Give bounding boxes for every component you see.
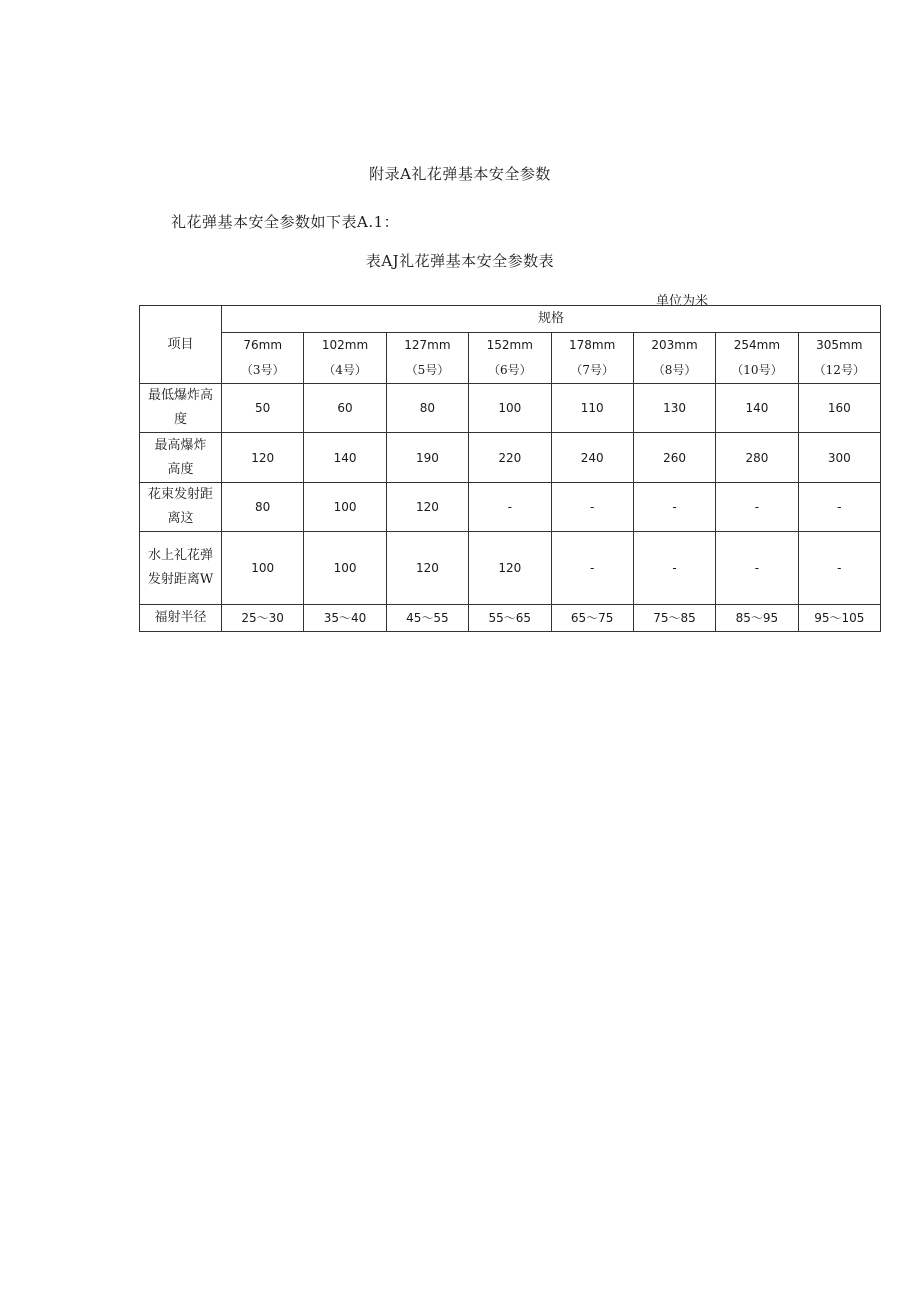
value-cell: - <box>716 483 798 532</box>
spec-size: 127mm <box>404 338 451 352</box>
value-cell: 130 <box>633 384 715 433</box>
spec-cell <box>633 333 715 384</box>
value-cell: - <box>633 532 715 605</box>
spec-size: 76mm <box>243 338 283 352</box>
value-cell: 190 <box>386 433 468 483</box>
table-header-row <box>140 306 881 333</box>
value-cell: 85～95 <box>716 605 798 632</box>
unit-note: 单位为米 <box>656 294 709 309</box>
spec-cell <box>222 333 304 384</box>
appendix-title: 附录A礼花弹基本安全参数 <box>369 165 551 183</box>
table-row <box>140 532 881 605</box>
spec-size: 152mm <box>486 338 533 352</box>
value-cell: 80 <box>386 384 468 433</box>
row-label-line: 高度 <box>167 461 194 477</box>
spec-cell <box>798 333 880 384</box>
spec-cell <box>716 333 798 384</box>
row-label <box>140 483 222 532</box>
spec-cell <box>469 333 551 384</box>
spec-size: 178mm <box>569 338 616 352</box>
value-cell: 45～55 <box>386 605 468 632</box>
row-label-line: 福射半径 <box>154 610 207 625</box>
spec-number: （4号） <box>323 363 367 377</box>
value-cell: 300 <box>798 433 880 483</box>
row-label-line: 水上礼花弹 <box>147 548 213 563</box>
row-label <box>140 433 222 483</box>
value-cell: - <box>716 532 798 605</box>
value-cell: 260 <box>633 433 715 483</box>
value-cell: 100 <box>222 532 304 605</box>
value-cell: 65～75 <box>551 605 633 632</box>
value-cell: 80 <box>222 483 304 532</box>
value-cell: - <box>469 483 551 532</box>
spec-header: 规格 <box>222 306 881 333</box>
value-cell: 110 <box>551 384 633 433</box>
value-cell: 100 <box>469 384 551 433</box>
value-cell: - <box>798 483 880 532</box>
value-cell: 280 <box>716 433 798 483</box>
table-caption: 表AJ礼花弹基本安全参数表 <box>365 252 555 270</box>
value-cell: 60 <box>304 384 386 433</box>
row-label-line: 发射距离W <box>147 572 214 587</box>
value-cell: 55～65 <box>469 605 551 632</box>
value-cell: 95～105 <box>798 605 880 632</box>
safety-parameter-table <box>139 305 881 632</box>
row-label-line: 最低爆炸高 <box>147 388 213 403</box>
row-label <box>140 384 222 433</box>
spec-number: （12号） <box>813 363 865 377</box>
value-cell: - <box>551 483 633 532</box>
spec-row <box>140 333 881 384</box>
spec-cell <box>551 333 633 384</box>
value-cell: 25～30 <box>222 605 304 632</box>
table-row <box>140 605 881 632</box>
spec-number: （10号） <box>731 363 783 377</box>
spec-size: 305mm <box>816 338 863 352</box>
value-cell: 240 <box>551 433 633 483</box>
item-header: 项目 <box>140 306 222 384</box>
value-cell: 35～40 <box>304 605 386 632</box>
spec-number: （7号） <box>570 363 614 377</box>
value-cell: 100 <box>304 532 386 605</box>
row-label-line: 离这 <box>167 511 194 526</box>
spec-number: （6号） <box>487 363 532 377</box>
spec-size: 102mm <box>321 338 369 352</box>
value-cell: 120 <box>386 483 468 532</box>
row-label <box>140 532 222 605</box>
spec-number: （8号） <box>652 363 697 377</box>
row-label <box>140 605 222 632</box>
value-cell: 160 <box>798 384 880 433</box>
row-label-line: 度 <box>173 412 187 427</box>
value-cell: 140 <box>716 384 798 433</box>
value-cell: - <box>551 532 633 605</box>
table-row <box>140 433 881 483</box>
value-cell: 120 <box>469 532 551 605</box>
value-cell: 120 <box>222 433 304 483</box>
spec-number: （5号） <box>405 363 450 377</box>
table-row <box>140 384 881 433</box>
intro-line: 礼花弹基本安全参数如下表A.1： <box>171 213 400 231</box>
value-cell: 120 <box>386 532 468 605</box>
value-cell: - <box>633 483 715 532</box>
spec-cell <box>386 333 468 384</box>
spec-cell <box>304 333 386 384</box>
spec-size: 254mm <box>733 338 781 352</box>
value-cell: - <box>798 532 880 605</box>
value-cell: 220 <box>469 433 551 483</box>
value-cell: 100 <box>304 483 386 532</box>
value-cell: 50 <box>222 384 304 433</box>
row-label-line: 最高爆炸 <box>154 437 207 453</box>
value-cell: 140 <box>304 433 386 483</box>
spec-number: （3号） <box>240 363 285 377</box>
spec-size: 203mm <box>651 338 698 352</box>
row-label-line: 花束发射距 <box>147 487 213 502</box>
value-cell: 75～85 <box>633 605 715 632</box>
table-row <box>140 483 881 532</box>
